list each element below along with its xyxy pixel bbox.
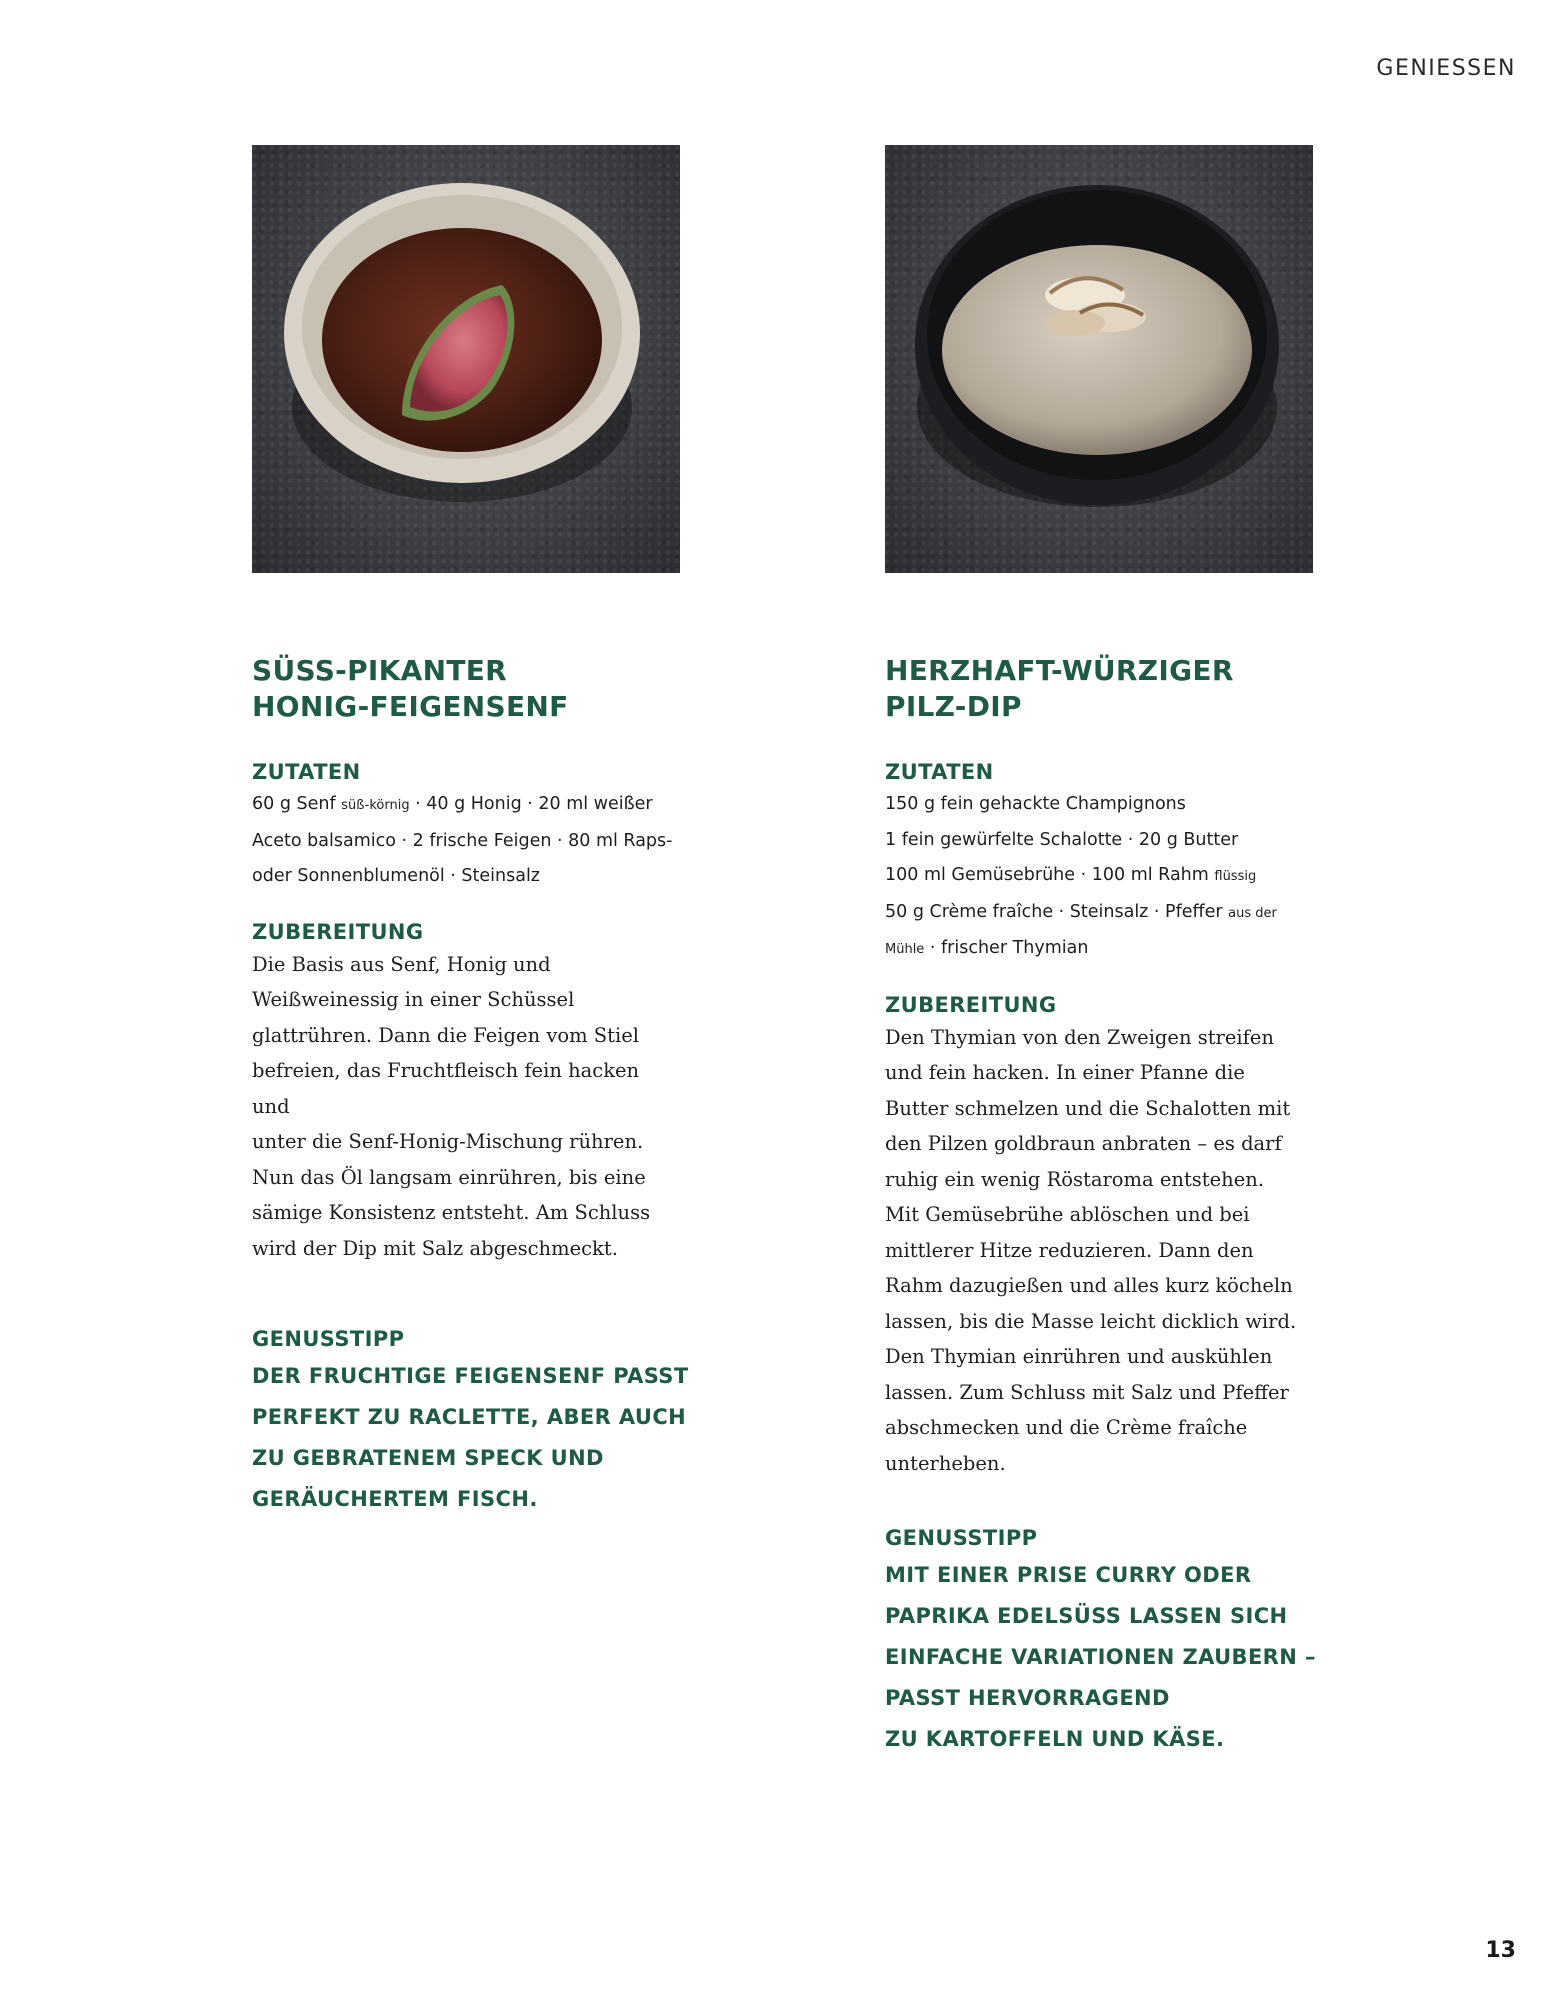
ingredients-heading: ZUTATEN: [252, 760, 361, 784]
preparation-text: Den Thymian von den Zweigen streifen und fein hacken. In einer Pfanne die Butter schmelzen und die Schalotten mit den Pilzen goldbraun anbraten – es darf ruhig ein wenig Röstaroma entstehen. Mit Gemüsebrühe ablöschen und bei mittlerer Hitze reduzieren. Dann den Rahm dazugießen und alles kurz köcheln lassen, bis die Masse leicht dicklich wird. Den Thymian einrühren und auskühlen lassen. Zum Schluss mit Salz und Pfeffer abschmecken und die Crème fraîche unterheben.: [885, 1025, 1297, 1475]
ingredient-line: 60 g Senf süß-körnig · 40 g Honig · 20 ml weißer: [252, 794, 653, 814]
ingredient-line: 100 ml Gemüsebrühe · 100 ml Rahm flüssig: [885, 865, 1257, 885]
ingredient-line: 150 g fein gehackte Champignons: [885, 794, 1186, 814]
tip-heading: GENUSSTIPP: [885, 1526, 1038, 1550]
fig-mustard-bowl-photo: [252, 145, 680, 573]
recipe-mushroom-dip: [885, 145, 1315, 1760]
recipe-title: HERZHAFT-WÜRZIGER PILZ-DIP: [885, 654, 1234, 723]
recipe-fig-mustard: [252, 145, 689, 1520]
mushroom-dip-bowl-photo: [885, 145, 1313, 573]
recipe-title: SÜSS-PIKANTER HONIG-FEIGENSENF: [252, 654, 569, 723]
ingredient-line: Mühle · frischer Thymian: [885, 938, 1089, 958]
ingredient-line: Aceto balsamico · 2 frische Feigen · 80 ml Raps-: [252, 830, 673, 851]
page-number: 13: [1485, 1938, 1516, 1963]
preparation-heading: ZUBEREITUNG: [885, 992, 1057, 1017]
tip-text: MIT EINER PRISE CURRY ODER PAPRIKA EDELSÜSS LASSEN SICH EINFACHE VARIATIONEN ZAUBERN – PASST HERVORRAGEND ZU KARTOFFELN UND KÄSE.: [885, 1563, 1316, 1751]
ingredients-list: [885, 787, 1315, 968]
section-label: GENIESSEN: [1376, 56, 1516, 81]
preparation-heading: ZUBEREITUNG: [252, 919, 424, 944]
preparation-text: Die Basis aus Senf, Honig und Weißweinessig in einer Schüssel glattrühren. Dann die Feigen vom Stiel befreien, das Fruchtfleisch fein hacken und unter die Senf-Honig-Mischung rühren. Nun das Öl langsam einrühren, bis eine sämige Konsistenz entsteht. Am Schluss wird der Dip mit Salz abgeschmeckt.: [252, 952, 651, 1260]
tip-text: DER FRUCHTIGE FEIGENSENF PASST PERFEKT ZU RACLETTE, ABER AUCH ZU GEBRATENEM SPECK UND GERÄUCHERTEM FISCH.: [252, 1364, 689, 1511]
ingredients-list: [252, 787, 682, 895]
ingredient-line: oder Sonnenblumenöl · Steinsalz: [252, 866, 540, 886]
ingredient-line: 50 g Crème fraîche · Steinsalz · Pfeffer aus der: [885, 901, 1277, 922]
tip-heading: GENUSSTIPP: [252, 1327, 405, 1351]
ingredients-heading: ZUTATEN: [885, 760, 994, 784]
ingredient-line: 1 fein gewürfelte Schalotte · 20 g Butter: [885, 829, 1239, 850]
